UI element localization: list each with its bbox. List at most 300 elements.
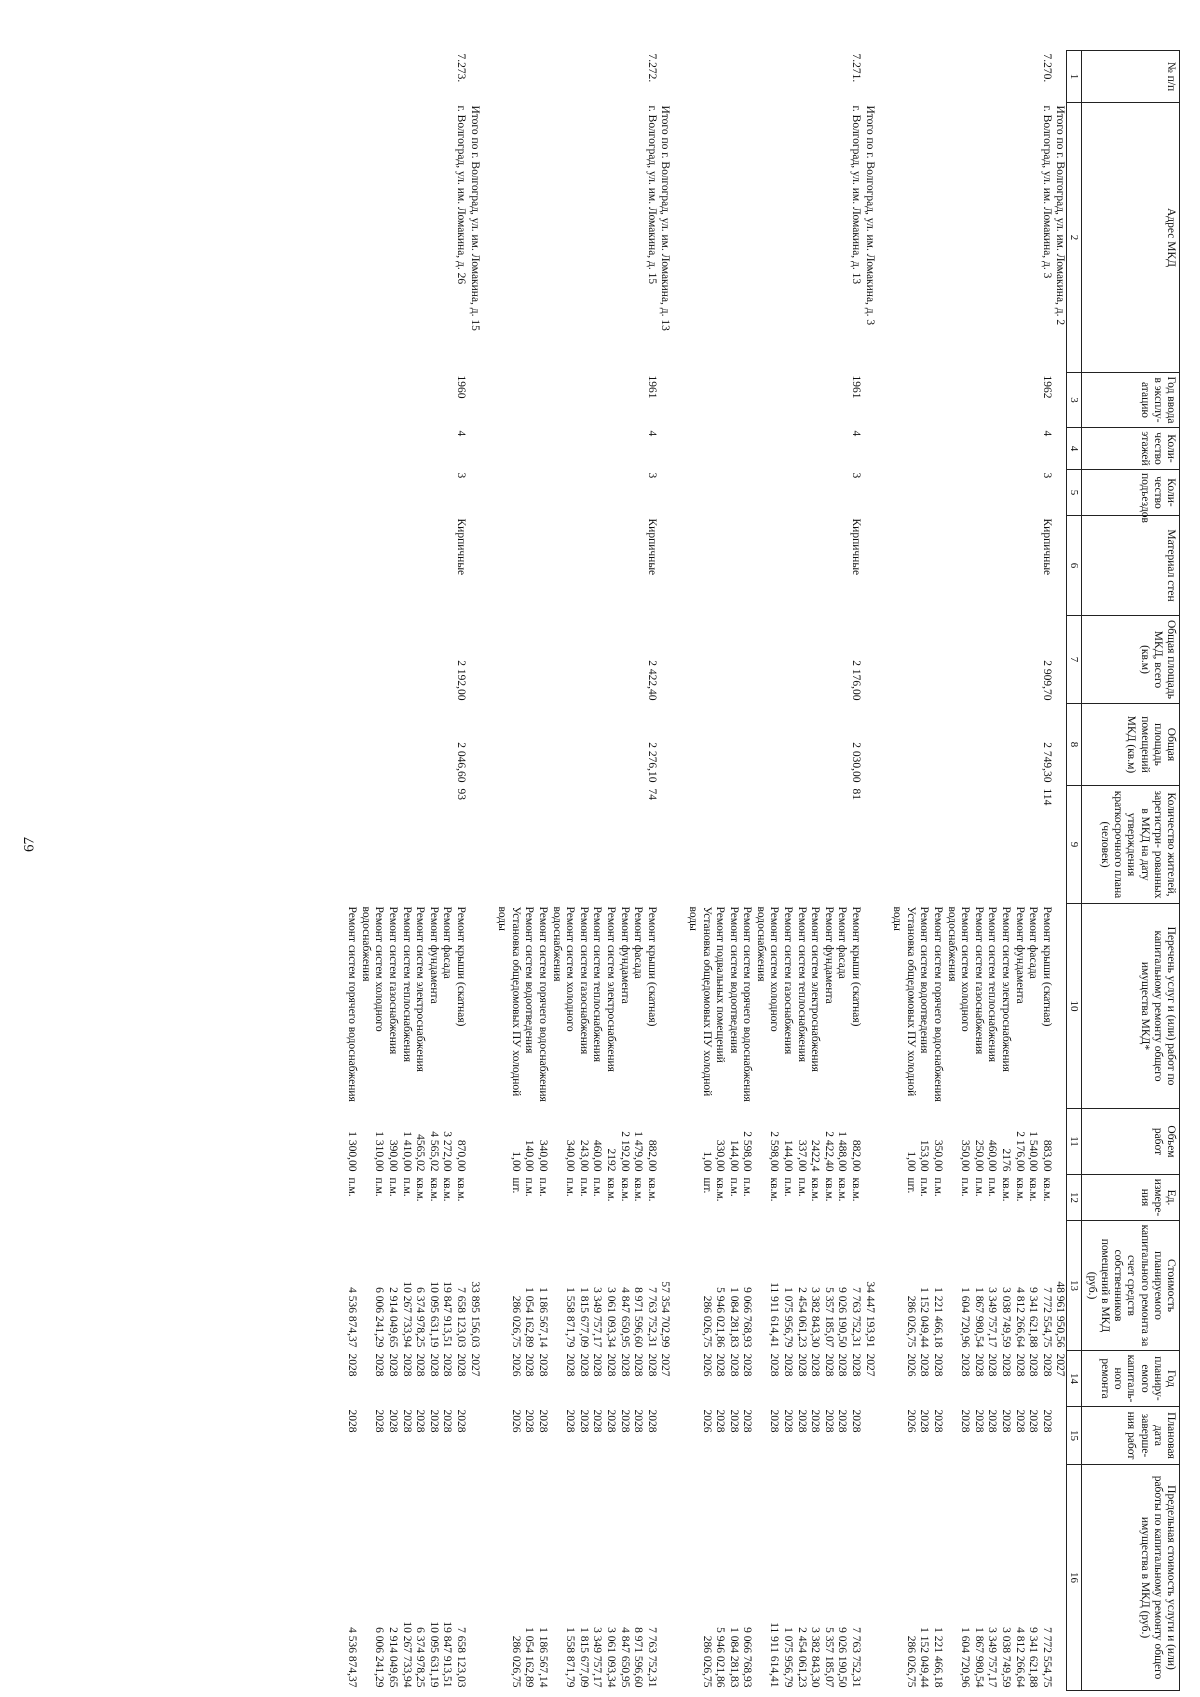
work-volume: 2 598,00	[768, 1131, 781, 1172]
work-volume: 1,00	[700, 1151, 713, 1172]
cell-empty	[549, 428, 576, 470]
cell-empty	[740, 516, 754, 616]
cell-empty	[549, 516, 576, 616]
work-cost: 2 914 049,65	[387, 1287, 400, 1348]
cell-empty	[440, 103, 454, 373]
cell-empty	[685, 428, 712, 470]
cell-empty	[1053, 904, 1067, 1109]
work-end-date: 2028	[782, 1409, 795, 1433]
item-number: 7.271.	[850, 53, 863, 83]
column-number-7: 7	[1067, 616, 1082, 704]
work-end-date: 2028	[455, 1409, 468, 1433]
work-limit-cost: 1 221 466,18	[932, 1627, 945, 1688]
work-volume: 144,00	[782, 1139, 795, 1172]
work-cost: 7 763 752,31	[850, 1287, 863, 1348]
table-row	[1039, 51, 1053, 1691]
cell-empty	[862, 704, 876, 786]
cell-empty	[495, 428, 522, 470]
cell-empty	[671, 470, 685, 516]
cell-empty	[917, 373, 931, 428]
work-end-date: 2028	[618, 1409, 631, 1433]
cell-empty	[1053, 616, 1067, 704]
work-cost: 3 061 093,34	[604, 1287, 617, 1348]
cell-empty	[890, 103, 917, 373]
work-year: 2028	[1013, 1353, 1026, 1377]
work-year: 2028	[1000, 1353, 1012, 1377]
cell-empty	[1053, 51, 1067, 103]
work-volume: 1 300,00	[346, 1131, 359, 1172]
work-limit-cost: 3 349 757,17	[986, 1627, 999, 1688]
building-address: г. Волгоград, ул. им. Ломакина, д. 26	[455, 105, 468, 285]
cell-empty	[617, 616, 631, 704]
work-cost: 19 847 913,51	[441, 1281, 454, 1348]
column-header-8: Общая площадь помещений МКД (кв.м)	[1082, 704, 1180, 786]
cell-empty	[467, 1465, 481, 1691]
cell-empty	[671, 904, 685, 1109]
cell-empty	[467, 786, 481, 904]
work-name: Ремонт систем газоснабжения	[577, 906, 590, 1055]
cell-empty	[603, 616, 617, 704]
cell-empty	[944, 428, 971, 470]
cell-empty	[985, 704, 999, 786]
work-limit-cost: 7 658 123,03	[455, 1627, 468, 1688]
work-limit-cost: 4 812 266,64	[1013, 1627, 1026, 1688]
work-name-cell	[617, 904, 631, 1109]
table-row	[781, 51, 795, 1691]
work-name: Ремонт подвальных помещений	[714, 906, 727, 1063]
cell-empty	[971, 470, 985, 516]
cell-empty	[1053, 1465, 1067, 1691]
cell-empty	[862, 1175, 876, 1221]
work-end-date: 2028	[604, 1409, 617, 1433]
cell-empty	[685, 470, 712, 516]
table-row	[985, 51, 999, 1691]
work-year: 2028	[809, 1353, 822, 1377]
cell-empty	[413, 516, 427, 616]
column-header-9: Количество жителей, зарегистри- рованных в МКД на дату утверждения краткосрочного плана (человек)	[1082, 786, 1180, 904]
cell-empty	[808, 470, 822, 516]
cell-empty	[671, 373, 685, 428]
cell-empty	[740, 428, 754, 470]
table-row	[930, 51, 944, 1691]
cell-empty	[549, 616, 576, 704]
work-volume: 2422,4	[809, 1139, 822, 1172]
cell-empty	[413, 373, 427, 428]
cell-empty	[467, 616, 481, 704]
work-volume: 1 540,00	[1027, 1131, 1040, 1172]
cell-empty	[808, 428, 822, 470]
cell-empty	[1026, 373, 1040, 428]
cell-empty	[998, 616, 1012, 704]
work-unit: п.м.	[727, 1177, 740, 1197]
work-name: Установка общедомовых ПУ холодной воды	[496, 906, 522, 1097]
wall-material: Кирпичные	[645, 518, 658, 576]
cell-empty	[876, 1221, 890, 1351]
work-limit-cost: 6 006 241,29	[373, 1627, 386, 1688]
cell-empty	[617, 516, 631, 616]
cell-empty	[535, 428, 549, 470]
cell-empty	[726, 470, 740, 516]
cell-empty	[358, 704, 385, 786]
cell-empty	[522, 373, 536, 428]
table-row	[794, 51, 808, 1691]
work-name: Ремонт крыши (скатная)	[455, 906, 468, 1027]
cell-empty	[1026, 516, 1040, 616]
work-name: Ремонт фундамента	[822, 906, 835, 1004]
work-limit-cost: 5 946 021,86	[714, 1627, 727, 1688]
work-year: 2028	[986, 1353, 999, 1377]
work-unit: п.м.	[959, 1177, 972, 1197]
cell-empty	[671, 428, 685, 470]
work-end-date: 2028	[809, 1409, 822, 1433]
cell-empty	[808, 616, 822, 704]
work-unit: кв.м.	[714, 1177, 727, 1202]
work-name-cell	[453, 904, 467, 1109]
work-volume: 2 422,40	[822, 1131, 835, 1172]
work-name: Ремонт систем электроснабжения	[414, 906, 427, 1072]
column-number-16: 16	[1067, 1465, 1082, 1691]
table-row	[685, 51, 712, 1691]
work-name: Ремонт систем водоотведения	[918, 906, 931, 1054]
work-name-cell	[753, 904, 780, 1109]
cell-empty	[576, 516, 590, 616]
cell-empty	[985, 470, 999, 516]
work-unit: п.м.	[537, 1177, 549, 1197]
column-number-14: 14	[1067, 1351, 1082, 1407]
total-cost: 34 447 193,91	[863, 1281, 876, 1348]
cell-empty	[753, 616, 780, 704]
work-volume: 460,00	[591, 1139, 604, 1172]
cell-empty	[467, 428, 481, 470]
cell-empty	[603, 51, 617, 103]
cell-empty	[467, 516, 481, 616]
work-end-date: 2028	[400, 1409, 413, 1433]
cell-empty	[467, 904, 481, 1109]
cell-empty	[876, 786, 890, 904]
cell-empty	[576, 373, 590, 428]
table-body	[345, 51, 1067, 1691]
cell-empty	[713, 704, 727, 786]
work-name: Ремонт систем водоотведения	[727, 906, 740, 1054]
work-name-cell	[685, 904, 712, 1109]
cell-empty	[631, 51, 645, 103]
cell-empty	[821, 373, 835, 428]
work-end-date: 2028	[373, 1409, 386, 1433]
cell-empty	[631, 470, 645, 516]
work-end-date: 2028	[1040, 1409, 1053, 1433]
table-row	[644, 51, 658, 1691]
work-volume: 1 488,00	[836, 1131, 849, 1172]
cell-empty	[522, 516, 536, 616]
cell-empty	[535, 616, 549, 704]
cell-empty	[385, 103, 399, 373]
work-volume: 390,00	[387, 1139, 400, 1172]
work-year: 2028	[441, 1353, 454, 1377]
floors-count: 4	[850, 430, 863, 437]
work-cost: 3 382 843,30	[809, 1287, 822, 1348]
cell-empty	[917, 786, 931, 904]
cell-empty	[726, 704, 740, 786]
residents-count: 81	[850, 788, 863, 800]
cell-empty	[440, 786, 454, 904]
work-volume: 4565,02	[414, 1134, 427, 1172]
cell-empty	[713, 51, 727, 103]
cell-empty	[808, 786, 822, 904]
cell-empty	[617, 704, 631, 786]
cell-empty	[590, 470, 604, 516]
work-limit-cost: 286 026,75	[509, 1635, 522, 1688]
column-number-1: 1	[1067, 51, 1082, 103]
table-row	[971, 51, 985, 1691]
work-name: Ремонт систем холодного водоснабжения	[945, 906, 972, 1032]
item-number: 7.270.	[1040, 53, 1053, 83]
work-cost: 3 349 757,17	[986, 1287, 999, 1348]
work-year: 2026	[509, 1353, 522, 1377]
work-end-date: 2026	[904, 1409, 917, 1433]
cell-empty	[495, 51, 522, 103]
cell-empty	[821, 516, 835, 616]
work-volume: 153,00	[918, 1139, 931, 1172]
work-name-cell	[930, 904, 944, 1109]
premises-area: 2 276,10	[645, 742, 658, 783]
cell-empty	[631, 786, 645, 904]
work-end-date: 2028	[387, 1409, 400, 1433]
cell-empty	[1026, 786, 1040, 904]
column-header-12: Ед. измере- ния	[1082, 1175, 1180, 1221]
cell-empty	[631, 704, 645, 786]
cell-empty	[998, 51, 1012, 103]
cell-empty	[535, 470, 549, 516]
cell-empty	[658, 51, 672, 103]
cell-empty	[617, 428, 631, 470]
cell-empty	[399, 470, 413, 516]
cell-empty	[345, 470, 359, 516]
column-number-4: 4	[1067, 428, 1082, 470]
table-row	[399, 51, 413, 1691]
work-cost: 286 026,75	[509, 1295, 522, 1348]
cell-empty	[971, 516, 985, 616]
cell-empty	[890, 470, 917, 516]
column-header-10: Перечень услуг и (или) работ по капитальному ремонту общего имущества МКД*	[1082, 904, 1180, 1109]
work-unit: кв.м.	[455, 1177, 468, 1202]
cell-empty	[713, 616, 727, 704]
table-row	[713, 51, 727, 1691]
work-year: 2026	[904, 1353, 917, 1377]
work-unit: кв.м.	[850, 1177, 863, 1202]
cell-empty	[917, 616, 931, 704]
cell-empty	[1012, 373, 1026, 428]
cell-empty	[998, 470, 1012, 516]
cell-empty	[495, 103, 522, 373]
floors-count: 4	[645, 430, 658, 437]
work-cost: 1 152 049,44	[918, 1287, 931, 1348]
cell-empty	[1053, 786, 1067, 904]
work-volume: 250,00	[972, 1139, 985, 1172]
cell-empty	[794, 470, 808, 516]
cell-empty	[876, 1465, 890, 1691]
total-label: Итого по г. Волгоград, ул. им. Ломакина, д. 3	[863, 105, 876, 326]
cell-empty	[467, 1109, 481, 1175]
work-end-date: 2028	[523, 1409, 536, 1433]
cell-empty	[753, 373, 780, 428]
cell-empty	[808, 516, 822, 616]
cell-empty	[713, 373, 727, 428]
cell-empty	[413, 616, 427, 704]
cell-empty	[740, 51, 754, 103]
cell-empty	[671, 1175, 685, 1221]
cell-empty	[399, 428, 413, 470]
cell-empty	[713, 516, 727, 616]
cell-empty	[890, 51, 917, 103]
cell-empty	[426, 373, 440, 428]
work-volume: 2192	[604, 1148, 617, 1172]
work-limit-cost: 10 095 631,19	[427, 1621, 440, 1688]
work-name-cell	[385, 904, 399, 1109]
cell-empty	[862, 786, 876, 904]
cell-empty	[345, 428, 359, 470]
cell-empty	[781, 428, 795, 470]
work-name: Ремонт фасада	[632, 906, 645, 979]
column-header-2: Адрес МКД	[1082, 103, 1180, 373]
work-limit-cost: 3 038 749,59	[1000, 1627, 1012, 1688]
work-limit-cost: 3 349 757,17	[591, 1627, 604, 1688]
work-name: Ремонт систем холодного водоснабжения	[754, 906, 781, 1032]
cell-empty	[576, 616, 590, 704]
cell-empty	[535, 51, 549, 103]
work-name: Ремонт систем теплоснабжения	[986, 906, 999, 1063]
work-volume: 1,00	[904, 1151, 917, 1172]
work-unit: п.м.	[346, 1177, 359, 1197]
total-year: 2027	[863, 1353, 876, 1377]
work-unit: п.м.	[577, 1177, 590, 1197]
cell-empty	[535, 373, 549, 428]
cell-empty	[1053, 373, 1067, 428]
work-cost: 1 558 871,79	[564, 1287, 577, 1348]
work-cost: 10 267 733,94	[400, 1281, 413, 1348]
cell-empty	[385, 470, 399, 516]
cell-empty	[808, 704, 822, 786]
work-unit: кв.м.	[427, 1177, 440, 1202]
cell-empty	[876, 51, 890, 103]
work-name-cell	[848, 904, 862, 1109]
work-name: Ремонт систем электроснабжения	[1000, 906, 1012, 1072]
total-label: Итого по г. Волгоград, ул. им. Ломакина, д. 2	[1054, 105, 1067, 326]
work-year: 2028	[618, 1353, 631, 1377]
cell-empty	[658, 1465, 672, 1691]
work-unit: п.м.	[387, 1177, 400, 1197]
work-cost: 8 971 596,60	[632, 1287, 645, 1348]
cell-empty	[413, 428, 427, 470]
entrances-count: 3	[455, 472, 468, 479]
cell-empty	[358, 470, 385, 516]
work-volume: 882,00	[850, 1139, 863, 1172]
work-end-date: 2028	[918, 1409, 931, 1433]
work-name: Установка общедомовых ПУ холодной воды	[686, 906, 713, 1097]
cell-empty	[821, 786, 835, 904]
cell-empty	[467, 704, 481, 786]
work-name-cell	[576, 904, 590, 1109]
work-name: Ремонт фундамента	[1013, 906, 1026, 1004]
cell-empty	[930, 51, 944, 103]
cell-empty	[794, 103, 808, 373]
year-built: 1960	[455, 375, 468, 399]
cell-empty	[576, 470, 590, 516]
work-name: Ремонт фундамента	[427, 906, 440, 1004]
column-number-13: 13	[1067, 1221, 1082, 1351]
total-cost: 33 895 156,03	[468, 1281, 481, 1348]
cell-empty	[671, 1221, 685, 1351]
work-year: 2028	[850, 1353, 863, 1377]
cell-empty	[862, 516, 876, 616]
work-name: Ремонт фасада	[1027, 906, 1040, 979]
cell-empty	[481, 704, 495, 786]
total-cost: 57 354 702,99	[659, 1281, 672, 1348]
cell-empty	[1012, 786, 1026, 904]
cell-empty	[413, 786, 427, 904]
work-cost: 1 221 466,18	[932, 1287, 945, 1348]
cell-empty	[971, 103, 985, 373]
work-cost: 6 374 978,25	[414, 1287, 427, 1348]
cell-empty	[971, 373, 985, 428]
cell-empty	[481, 786, 495, 904]
work-year: 2028	[836, 1353, 849, 1377]
work-volume: 140,00	[523, 1139, 536, 1172]
cell-empty	[522, 428, 536, 470]
cell-empty	[358, 51, 385, 103]
work-name: Ремонт крыши (скатная)	[1040, 906, 1053, 1027]
work-year: 2028	[591, 1353, 604, 1377]
work-name: Ремонт крыши (скатная)	[850, 906, 863, 1027]
work-limit-cost: 3 061 093,34	[604, 1627, 617, 1688]
work-name: Ремонт систем водоотведения	[523, 906, 536, 1054]
column-number-3: 3	[1067, 373, 1082, 428]
cell-empty	[440, 428, 454, 470]
work-volume: 2176	[1000, 1148, 1012, 1172]
cell-empty	[399, 516, 413, 616]
cell-empty	[685, 704, 712, 786]
residents-count: 114	[1040, 788, 1053, 806]
cell-empty	[440, 373, 454, 428]
column-header-15: Плановая дата заверше- ния работ	[1082, 1407, 1180, 1465]
work-unit: шт.	[509, 1177, 522, 1194]
total-cost: 48 961 950,56	[1054, 1281, 1067, 1348]
cell-empty	[495, 373, 522, 428]
cell-empty	[862, 428, 876, 470]
work-year: 2028	[782, 1353, 795, 1377]
cell-empty	[440, 51, 454, 103]
cell-empty	[467, 51, 481, 103]
work-unit: шт.	[700, 1177, 713, 1194]
work-year: 2028	[604, 1353, 617, 1377]
total-row	[1053, 51, 1067, 1691]
cell-empty	[971, 51, 985, 103]
cell-empty	[385, 704, 399, 786]
cell-empty	[481, 103, 495, 373]
work-volume: 1 410,00	[400, 1131, 413, 1172]
table-row	[944, 51, 971, 1691]
cell-empty	[1012, 103, 1026, 373]
cell-empty	[917, 516, 931, 616]
cell-empty	[1012, 51, 1026, 103]
cell-empty	[740, 616, 754, 704]
column-number-5: 5	[1067, 470, 1082, 516]
work-name-cell	[917, 904, 931, 1109]
cell-empty	[726, 51, 740, 103]
cell-empty	[835, 470, 849, 516]
cell-empty	[835, 428, 849, 470]
cell-empty	[876, 616, 890, 704]
cell-empty	[426, 516, 440, 616]
